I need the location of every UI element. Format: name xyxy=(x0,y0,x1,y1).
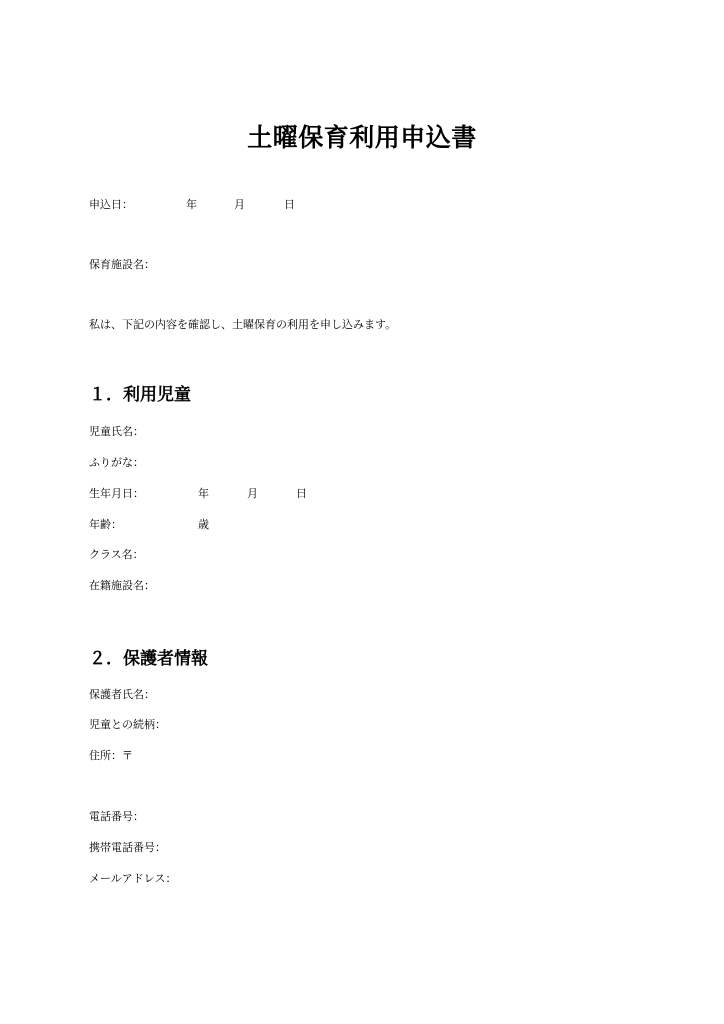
relationship-label: 児童との続柄： xyxy=(89,718,166,731)
furigana-label: ふりがな： xyxy=(89,456,144,469)
facility-label: 保育施設名： xyxy=(89,258,155,271)
birthdate-label: 生年月日： xyxy=(89,487,144,500)
section-2-heading: ２．保護者情報 xyxy=(89,649,208,669)
birthdate-year: 年 xyxy=(198,487,209,500)
guardian-name-label: 保護者氏名： xyxy=(89,688,155,701)
phone-label: 電話番号： xyxy=(89,810,144,823)
section-1-heading: １．利用児童 xyxy=(89,385,191,405)
age-unit: 歳 xyxy=(198,518,209,531)
age-label: 年齢： xyxy=(89,518,122,531)
birthdate-month: 月 xyxy=(247,487,258,500)
application-date-year: 年 xyxy=(186,198,197,211)
mobile-label: 携帯電話番号： xyxy=(89,841,166,854)
document-title: 土曜保育利用申込書 xyxy=(247,123,477,152)
application-date-day: 日 xyxy=(284,198,295,211)
email-label: メールアドレス： xyxy=(89,872,177,885)
application-date-label: 申込日： xyxy=(89,198,133,211)
enrolled-facility-label: 在籍施設名： xyxy=(89,579,155,592)
child-name-label: 児童氏名： xyxy=(89,425,144,438)
address-label: 住所：〒 xyxy=(89,749,133,762)
class-name-label: クラス名： xyxy=(89,548,144,561)
statement-label: 私は、下記の内容を確認し、土曜保育の利用を申し込みます。 xyxy=(89,318,397,331)
application-date-month: 月 xyxy=(234,198,245,211)
birthdate-day: 日 xyxy=(296,487,307,500)
